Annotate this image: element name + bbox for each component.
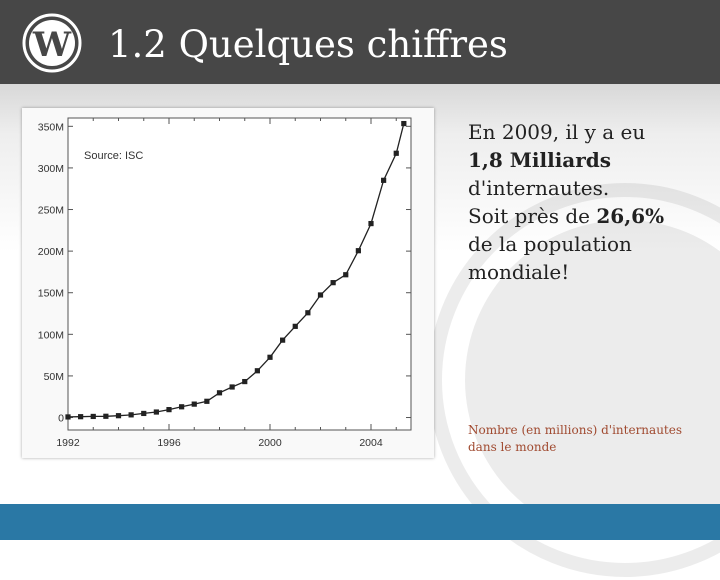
data-point [394, 151, 399, 156]
x-tick-label: 1992 [56, 437, 80, 449]
y-tick-label: 200M [37, 246, 64, 259]
statistics-text [468, 118, 708, 286]
stat-highlight-users: 1,8 Milliards [468, 148, 612, 172]
stat-line-4: de la population mondiale! [468, 232, 632, 284]
svg-text:W: W [32, 25, 72, 65]
data-point [78, 414, 83, 419]
x-tick-label: 2004 [359, 437, 383, 449]
data-point [343, 272, 348, 277]
data-point [280, 338, 285, 343]
data-point [255, 368, 260, 373]
stat-highlight-percent: 26,6% [596, 204, 665, 228]
internet-users-chart [22, 108, 434, 458]
data-point [230, 384, 235, 389]
chart-caption: Nombre (en millions) d'internautes dans le monde [468, 423, 683, 454]
data-point [331, 280, 336, 285]
data-point [166, 407, 171, 412]
stat-line-3-prefix: Soit près de [468, 204, 597, 228]
y-tick-label: 100M [37, 329, 64, 342]
stat-line-1: En 2009, il y a eu [468, 120, 646, 144]
data-point [381, 178, 386, 183]
chart-canvas [22, 108, 434, 458]
data-point [293, 324, 298, 329]
data-point [217, 390, 222, 395]
data-point [305, 310, 310, 315]
stat-line-3 [468, 202, 708, 230]
y-tick-label: 300M [37, 162, 64, 175]
x-tick-label: 1996 [157, 437, 181, 449]
data-point [204, 399, 209, 404]
data-point [116, 413, 121, 418]
slide-title: 1.2 Quelques chiffres [108, 23, 508, 66]
chart-source-annotation: Source: ISC [84, 150, 144, 162]
slide-footer [0, 504, 720, 540]
data-point [242, 379, 247, 384]
y-tick-label: 250M [37, 204, 64, 217]
data-point [401, 121, 406, 126]
data-point [103, 414, 108, 419]
data-point [318, 292, 323, 297]
data-point [356, 248, 361, 253]
data-point [65, 414, 70, 419]
data-point [368, 221, 373, 226]
data-point [192, 402, 197, 407]
data-point [129, 412, 134, 417]
data-point [141, 411, 146, 416]
y-tick-label: 50M [43, 370, 64, 383]
y-tick-label: 0 [58, 412, 64, 425]
data-point [91, 414, 96, 419]
y-tick-label: 350M [37, 121, 64, 134]
data-point [267, 355, 272, 360]
y-tick-label: 150M [37, 287, 64, 300]
slide-header [0, 0, 720, 84]
wordpress-logo-icon [22, 13, 82, 73]
stat-line-2: d'internautes. [468, 176, 610, 200]
data-point [179, 404, 184, 409]
data-point [154, 409, 159, 414]
x-tick-label: 2000 [258, 437, 282, 449]
